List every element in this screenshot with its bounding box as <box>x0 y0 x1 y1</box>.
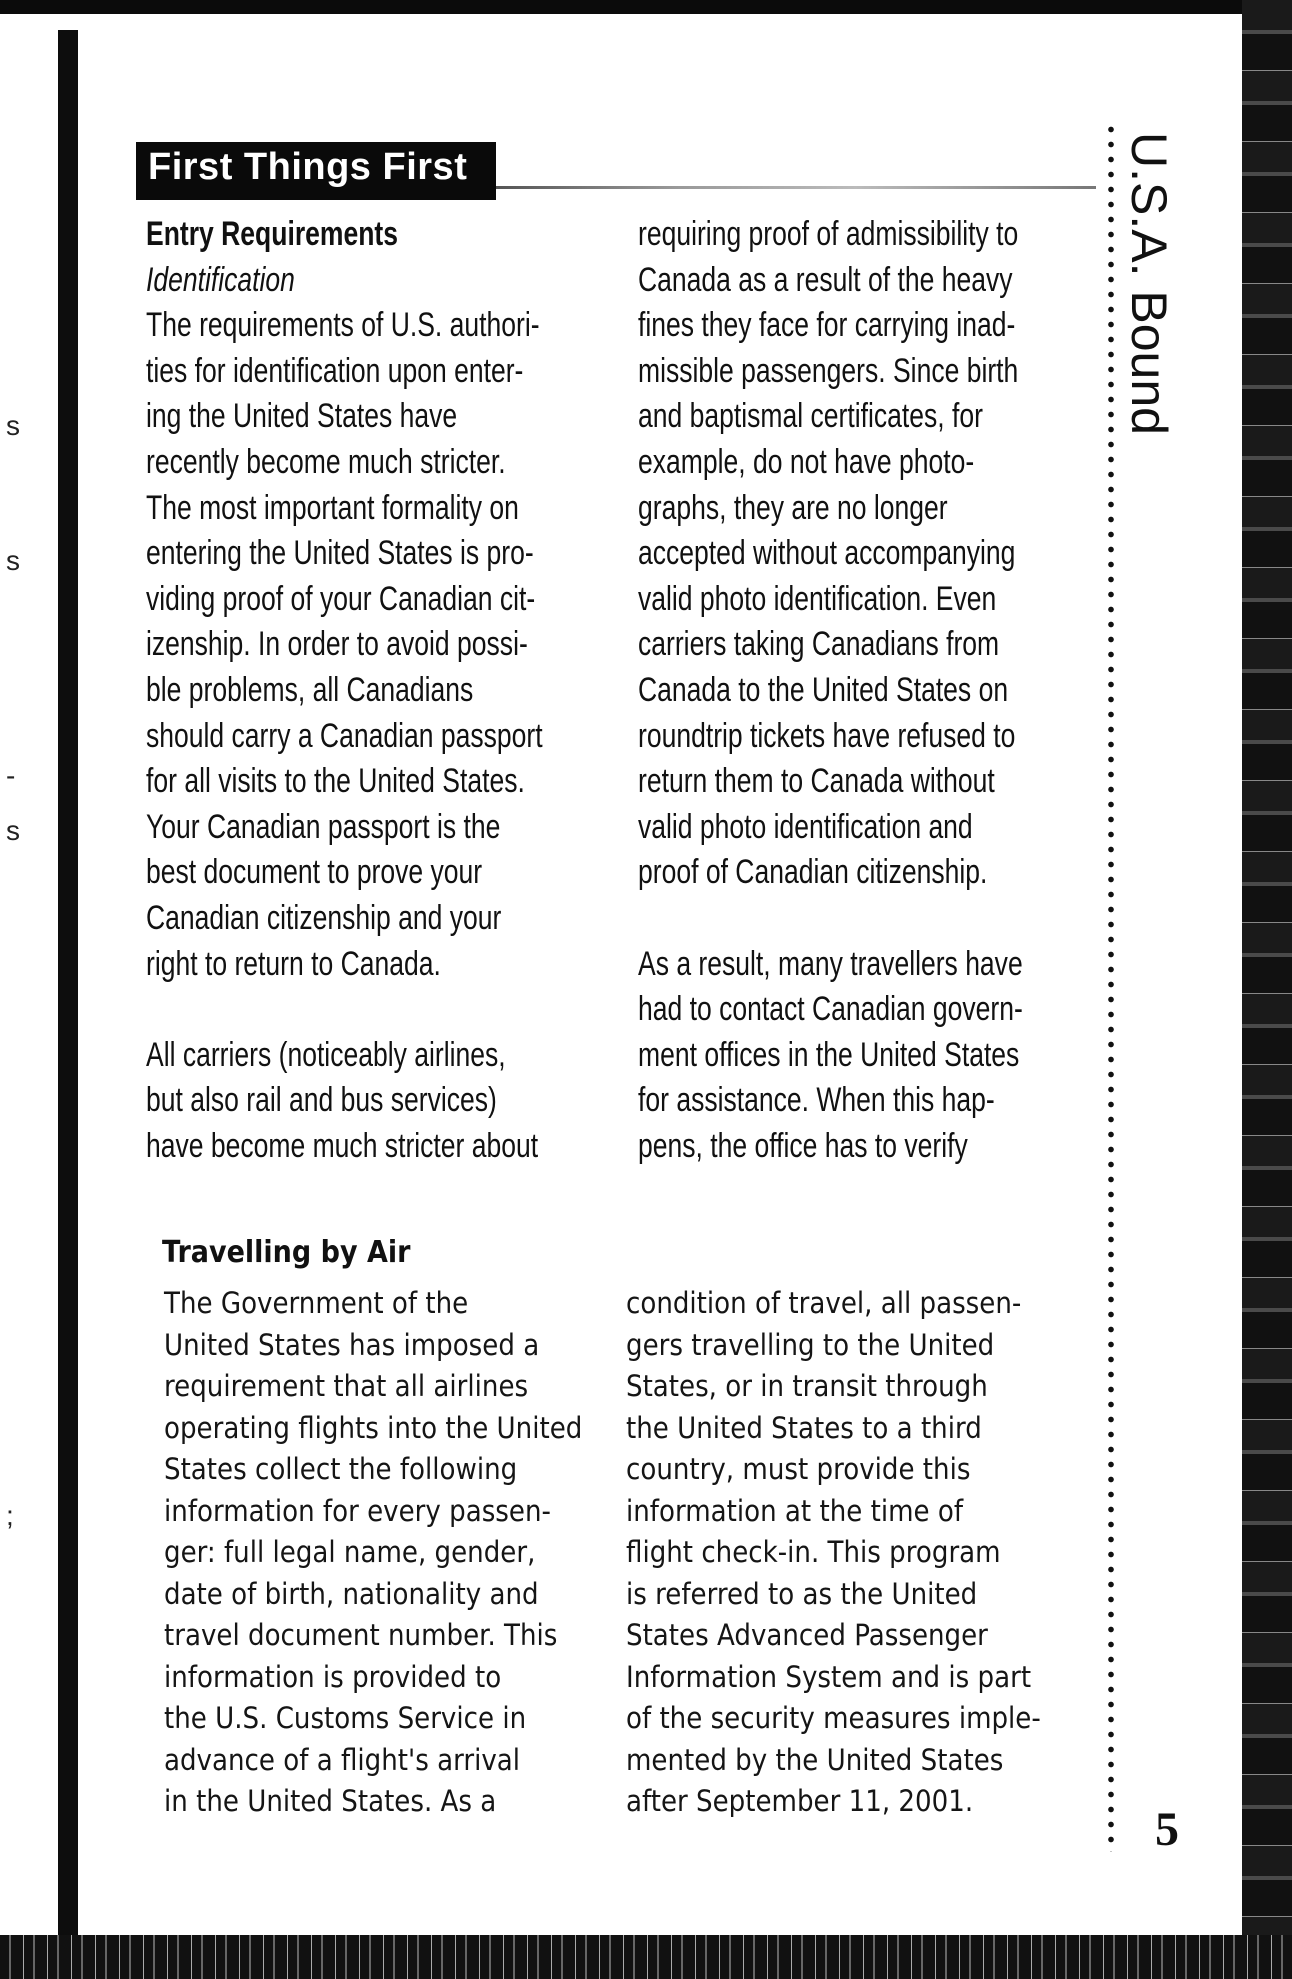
text-line: Information System and is part <box>626 1659 1032 1694</box>
text-line: missible passengers. Since birth <box>638 351 1019 390</box>
paragraph-gap <box>638 896 1023 942</box>
page-number: 5 <box>1155 1803 1179 1856</box>
text-line: ble problems, all Canadians <box>146 670 474 709</box>
margin-mark: s <box>6 410 20 441</box>
text-line: flight check-in. This program <box>626 1535 1001 1569</box>
text-line: izenship. In order to avoid possi- <box>146 625 528 664</box>
section-title: First Things First <box>148 146 468 188</box>
page-frame-left <box>58 30 78 1935</box>
text-line: operating flights into the United <box>164 1410 583 1445</box>
page-frame-bottom <box>0 1935 1292 1979</box>
text-line: States collect the following <box>164 1452 518 1486</box>
text-line: Canadian citizenship and your <box>146 898 502 937</box>
air-heading: Travelling by Air <box>162 1235 411 1270</box>
entry-right-column <box>638 212 1023 1169</box>
text-line: for assistance. When this hap- <box>638 1081 995 1120</box>
text-line: country, must provide this <box>626 1452 971 1486</box>
text-line: roundtrip tickets have refused to <box>638 716 1016 755</box>
text-line: information at the time of <box>626 1493 964 1528</box>
text-line: proof of Canadian citizenship. <box>638 853 988 892</box>
text-line: in the United States. As a <box>164 1784 497 1818</box>
text-line: requiring proof of admissibility to <box>638 215 1019 253</box>
text-line: after September 11, 2001. <box>626 1784 974 1818</box>
page-frame-right <box>1242 0 1292 1979</box>
text-line: condition of travel, all passen- <box>626 1286 1022 1320</box>
entry-subheading: Identification <box>146 260 295 299</box>
text-line: information for every passen- <box>164 1493 551 1528</box>
entry-left-column <box>146 212 543 1169</box>
text-line: recently become much stricter. <box>146 442 506 481</box>
text-line: valid photo identification. Even <box>638 579 997 618</box>
text-line: right to return to Canada. <box>146 944 441 983</box>
text-line: should carry a Canadian passport <box>146 716 543 755</box>
text-line: ment offices in the United States <box>638 1035 1020 1074</box>
text-line: The most important formality on <box>146 488 519 527</box>
text-line: had to contact Canadian govern- <box>638 990 1023 1029</box>
text-line: As a result, many travellers have <box>638 944 1023 983</box>
text-line: The Government of the <box>164 1286 469 1320</box>
text-line: graphs, they are no longer <box>638 488 948 527</box>
text-line: Canada to the United States on <box>638 670 1009 709</box>
side-title: U.S.A. Bound <box>1121 132 1177 435</box>
text-line: mented by the United States <box>626 1742 1004 1777</box>
text-line: Canada as a result of the heavy <box>638 260 1013 299</box>
text-line: have become much stricter about <box>146 1126 539 1165</box>
text-line: States Advanced Passenger <box>626 1618 988 1652</box>
margin-mark: s <box>6 545 20 576</box>
text-line: for all visits to the United States. <box>146 762 525 801</box>
text-line: accepted without accompanying <box>638 534 1016 573</box>
text-line: return them to Canada without <box>638 762 995 801</box>
text-line: Your Canadian passport is the <box>146 807 501 846</box>
text-line: ties for identification upon enter- <box>146 351 524 390</box>
text-line: fines they face for carrying inad- <box>638 306 1016 345</box>
text-line: gers travelling to the United <box>626 1327 995 1362</box>
text-line: is referred to as the United <box>626 1576 978 1611</box>
text-line: carriers taking Canadians from <box>638 625 1000 664</box>
section-title-rule <box>496 186 1096 189</box>
text-line: viding proof of your Canadian cit- <box>146 579 536 618</box>
text-line: date of birth, nationality and <box>164 1576 539 1611</box>
text-line: the United States to a third <box>626 1410 982 1445</box>
text-line: All carriers (noticeably airlines, <box>146 1035 506 1074</box>
text-line: and baptismal certificates, for <box>638 397 983 436</box>
text-line: information is provided to <box>164 1659 502 1694</box>
text-line: requirement that all airlines <box>164 1369 529 1403</box>
text-line: advance of a flight's arrival <box>164 1742 521 1777</box>
air-right-column <box>626 1283 1041 1823</box>
air-left-column <box>164 1283 582 1823</box>
text-line: valid photo identification and <box>638 807 973 846</box>
text-line: but also rail and bus services) <box>146 1081 497 1120</box>
text-line: ger: full legal name, gender, <box>164 1535 536 1569</box>
margin-mark: ; <box>6 1500 14 1531</box>
paragraph-gap <box>146 987 543 1033</box>
text-line: ing the United States have <box>146 397 458 436</box>
text-line: The requirements of U.S. authori- <box>146 306 540 345</box>
text-line: pens, the office has to verify <box>638 1126 968 1165</box>
dotted-divider <box>1108 122 1114 1852</box>
page-frame-top <box>0 0 1292 14</box>
text-line: States, or in transit through <box>626 1369 988 1403</box>
text-line: United States has imposed a <box>164 1327 540 1362</box>
entry-heading: Entry Requirements <box>146 215 399 253</box>
text-line: example, do not have photo- <box>638 442 975 481</box>
text-line: best document to prove your <box>146 853 483 892</box>
margin-mark: s <box>6 815 20 846</box>
text-line: travel document number. This <box>164 1618 558 1652</box>
text-line: the U.S. Customs Service in <box>164 1701 527 1735</box>
text-line: entering the United States is pro- <box>146 534 534 573</box>
margin-mark: - <box>6 760 16 791</box>
text-line: of the security measures imple- <box>626 1701 1041 1735</box>
